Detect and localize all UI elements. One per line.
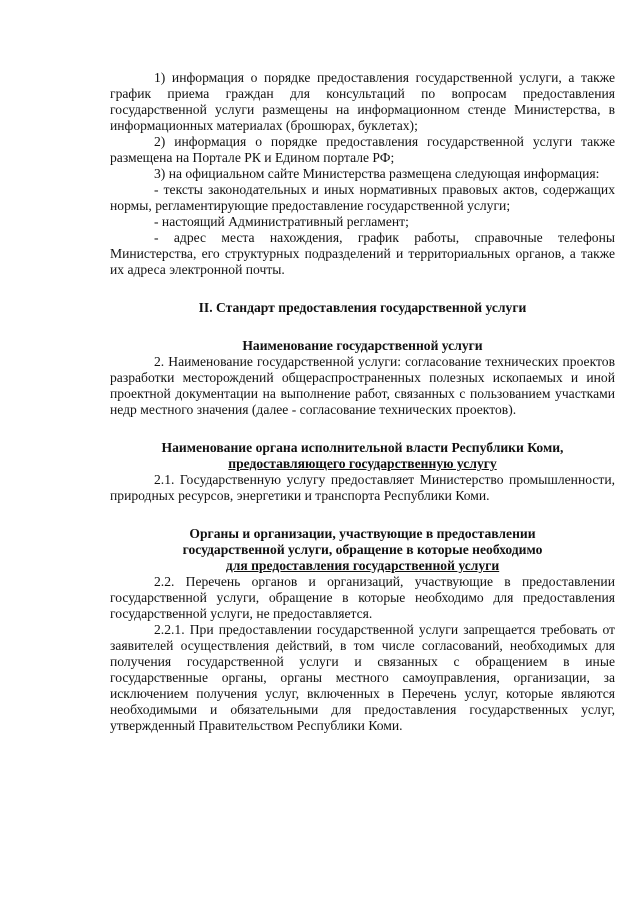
paragraph-service-name: 2. Наименование государственной услуги: согласование технических проектов разработки месторождений общераспространенных полезных ископаемых и иной проектной документации на выполнение работ, связанных с пользованием участками недр местного значения (далее - согласование технических проектов). [110,354,615,417]
item-2: 2) информация о порядке предоставления государственной услуги также размещена на Портале РК и Едином портале РФ; [110,134,615,165]
heading-organizations-line1: Органы и организации, участвующие в предоставлении [189,526,536,541]
dash-item-laws: - тексты законодательных и иных нормативных правовых актов, содержащих нормы, регламентирующие предоставление государственной услуги; [110,182,615,213]
paragraph-authority: 2.1. Государственную услугу предоставляет Министерство промышленности, природных ресурсов, энергетики и транспорта Республики Коми. [110,472,615,503]
dash-item-regulation: - настоящий Административный регламент; [154,214,409,229]
document-page [110,70,615,734]
paragraph-prohibition: 2.2.1. При предоставлении государственной услуги запрещается требовать от заявителей осуществления действий, в том числе согласований, необходимых для получения государственной услуги и связанных с обращением в иные государственные органы, органы местного самоуправления, организации, за исключением получения услуг, включенных в Перечень услуг, которые являются необходимыми и обязательными для предоставления государственных услуг, утвержденный Правительством Республики Коми. [110,622,615,733]
heading-service-name: Наименование государственной услуги [242,338,483,353]
dash-item-address: - адрес места нахождения, график работы, справочные телефоны Министерства, его структурных подразделений и территориальных органов, а также их адреса электронной почты. [110,230,615,277]
section-title: II. Стандарт предоставления государственной услуги [198,300,527,315]
heading-organizations-line3: для предоставления государственной услуги [225,558,500,573]
item-1: 1) информация о порядке предоставления государственной услуги, а также график приема граждан для консультаций по вопросам предоставления государственной услуги размещены на информационном стенде Министерства, в информационных материалах (брошюрах, буклетах); [110,70,615,133]
heading-authority-line1: Наименование органа исполнительной власти Республики Коми, [161,440,564,455]
item-3: 3) на официальном сайте Министерства размещена следующая информация: [154,166,600,181]
paragraph-organizations-list: 2.2. Перечень органов и организаций, участвующие в предоставлении государственной услуги, обращение в которые необходимо для предоставления государственной услуги, не предоставляется. [110,574,615,621]
heading-authority-line2: предоставляющего государственную услугу [228,456,497,471]
heading-organizations-line2: государственной услуги, обращение в которые необходимо [182,542,543,557]
